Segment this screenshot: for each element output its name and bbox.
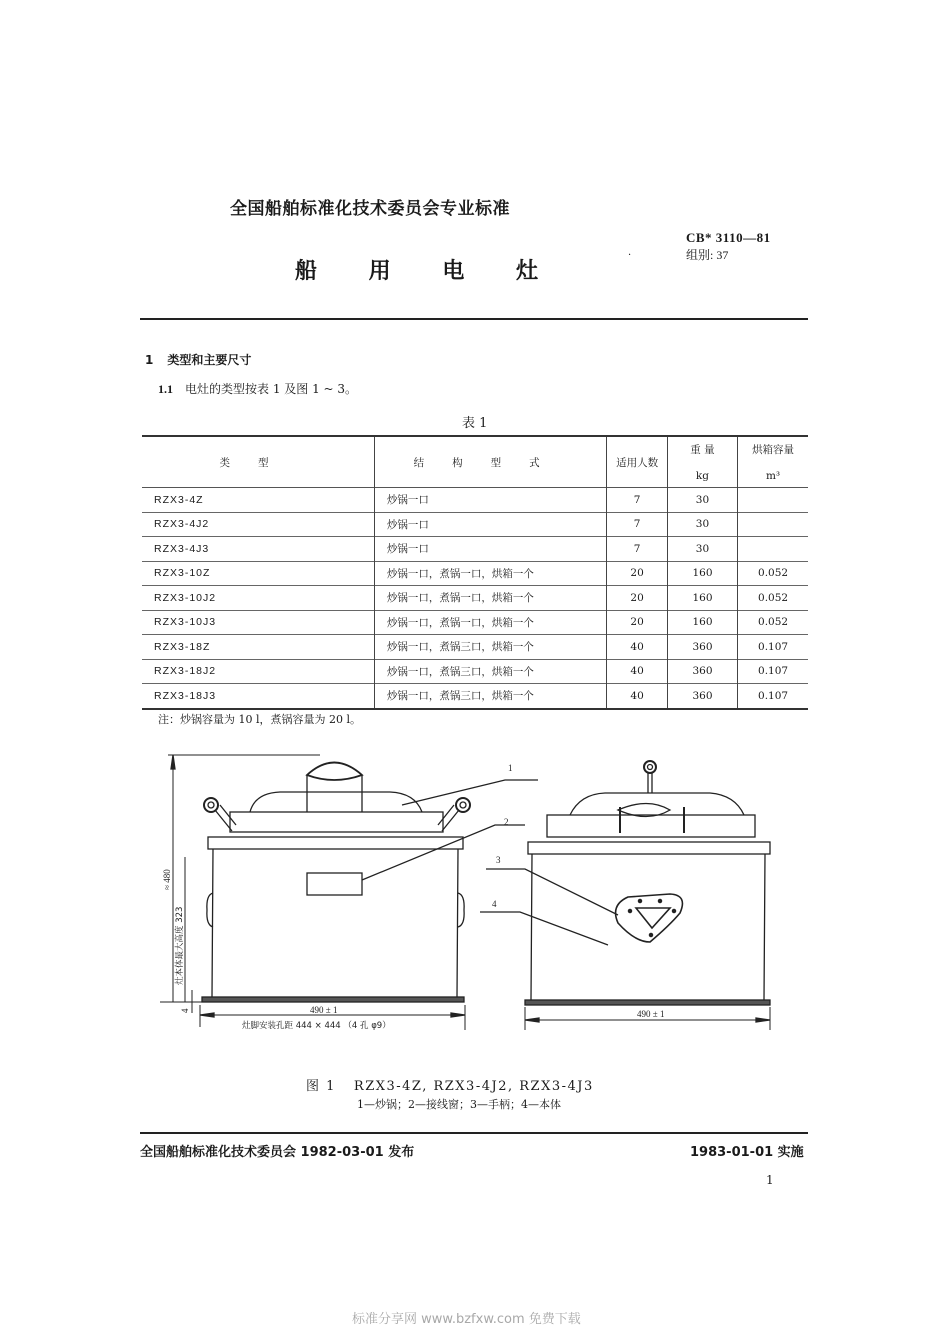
width-dim-right: 490 ± 1 <box>637 1009 665 1019</box>
figure-label: 图 1 <box>306 1079 336 1094</box>
cell-type: RZX3-4Z <box>154 493 204 506</box>
cell-oven: 0.052 <box>738 561 808 586</box>
cell-oven: 0.107 <box>738 659 808 684</box>
section-number: 1 <box>145 353 154 367</box>
table-row <box>142 586 808 611</box>
cell-people: 7 <box>607 488 667 513</box>
side-view <box>480 761 770 1030</box>
standard-code: CB* 3110—81 <box>686 230 771 245</box>
figure-1-drawing <box>140 745 810 1045</box>
header-weight <box>667 436 737 488</box>
stove-types-table <box>142 435 808 710</box>
table-row <box>142 561 808 586</box>
cell-oven <box>738 512 808 537</box>
table-row <box>142 635 808 660</box>
cell-structure: 炒锅一口，煮锅三口，烘箱一个 <box>374 659 606 684</box>
figure-models: RZX3-4Z, RZX3-4J2, RZX3-4J3 <box>353 1079 594 1094</box>
cell-weight: 160 <box>667 586 737 611</box>
cell-structure: 炒锅一口，煮锅一口，烘箱一个 <box>374 561 606 586</box>
standard-group: 组别: 37 <box>686 248 729 262</box>
cell-structure: 炒锅一口，煮锅一口，烘箱一个 <box>374 586 606 611</box>
document-title: 船 用 电 灶 <box>295 259 560 284</box>
cell-type: RZX3-18J2 <box>154 665 217 678</box>
mount-holes-text: 灶脚安装孔距 444 × 444 （4 孔 φ9） <box>242 1021 391 1031</box>
table-row <box>142 512 808 537</box>
issued-date: 全国船舶标准化技术委员会 1982-03-01 发布 <box>140 1145 415 1160</box>
callout-3: 3 <box>496 855 501 865</box>
watermark: 标准分享网 www.bzfxw.com 免费下载 <box>352 1312 581 1327</box>
cell-weight: 360 <box>667 659 737 684</box>
table-caption: 表 1 <box>462 416 488 431</box>
cell-people: 20 <box>607 561 667 586</box>
cell-oven: 0.052 <box>738 610 808 635</box>
weight-unit: kg <box>695 470 710 482</box>
cell-structure: 炒锅一口，煮锅一口，烘箱一个 <box>374 610 606 635</box>
cell-weight: 360 <box>667 635 737 660</box>
body-height-dim: 灶本体最大高度 323 <box>175 906 185 985</box>
callout-1: 1 <box>508 763 513 773</box>
cell-oven: 0.107 <box>738 635 808 660</box>
foot-dim: 4 <box>180 1008 190 1013</box>
subsection-text: 电灶的类型按表 1 及图 1 ~ 3。 <box>185 382 358 396</box>
cell-oven <box>738 537 808 562</box>
cell-people: 7 <box>607 512 667 537</box>
cell-type: RZX3-18J3 <box>154 689 217 702</box>
table-note: 注：炒锅容量为 10 l，煮锅容量为 20 l。 <box>158 713 362 726</box>
table-row <box>142 488 808 513</box>
cell-structure: 炒锅一口 <box>374 537 606 562</box>
weight-label: 重 量 <box>690 444 715 456</box>
figure-caption <box>306 1075 594 1094</box>
cell-structure: 炒锅一口，煮锅三口，烘箱一个 <box>374 635 606 660</box>
header-structure: 结构型式 <box>374 436 606 488</box>
width-dim-left: 490 ± 1 <box>310 1005 338 1015</box>
cell-structure: 炒锅一口 <box>374 512 606 537</box>
footer-divider <box>140 1132 808 1134</box>
table-header-row <box>142 436 808 488</box>
cell-oven: 0.107 <box>738 684 808 709</box>
cell-structure: 炒锅一口 <box>374 488 606 513</box>
total-height-dim: ≈ 480 <box>162 869 172 890</box>
figure-legend: 1—炒锅；2—接线窗；3—手柄；4—本体 <box>357 1098 561 1111</box>
oven-unit: m³ <box>765 470 781 482</box>
callout-2: 2 <box>504 817 509 827</box>
oven-label: 烘箱容量 <box>752 444 795 456</box>
header-oven <box>738 436 808 488</box>
cell-type: RZX3-18Z <box>154 640 211 653</box>
effective-date: 1983-01-01 实施 <box>690 1145 804 1160</box>
cell-type: RZX3-4J2 <box>154 518 210 531</box>
table-row <box>142 537 808 562</box>
subsection <box>158 380 357 397</box>
cell-oven <box>738 488 808 513</box>
section-title: 类型和主要尺寸 <box>167 353 252 367</box>
cell-people: 40 <box>607 635 667 660</box>
table-row <box>142 659 808 684</box>
page-number: 1 <box>766 1173 774 1187</box>
cell-people: 20 <box>607 610 667 635</box>
cell-people: 40 <box>607 684 667 709</box>
header-people: 适用人数 <box>607 436 667 488</box>
section-heading <box>145 351 251 368</box>
callout-4: 4 <box>492 899 497 909</box>
table-row <box>142 610 808 635</box>
cell-type: RZX3-10J2 <box>154 591 217 604</box>
cell-oven: 0.052 <box>738 586 808 611</box>
committee-header: 全国船舶标准化技术委员会专业标准 <box>230 199 510 219</box>
cell-weight: 30 <box>667 512 737 537</box>
table-row <box>142 684 808 709</box>
cell-weight: 360 <box>667 684 737 709</box>
cell-weight: 160 <box>667 610 737 635</box>
cell-weight: 30 <box>667 488 737 513</box>
subsection-number: 1.1 <box>158 382 173 396</box>
header-type: 类型 <box>219 456 297 469</box>
cell-weight: 160 <box>667 561 737 586</box>
front-view <box>160 755 538 1030</box>
cell-people: 7 <box>607 537 667 562</box>
cell-people: 40 <box>607 659 667 684</box>
cell-people: 20 <box>607 586 667 611</box>
cell-type: RZX3-10Z <box>154 567 211 580</box>
cell-type: RZX3-4J3 <box>154 542 210 555</box>
header-divider <box>140 318 808 320</box>
stray-dot: · <box>628 250 632 261</box>
cell-weight: 30 <box>667 537 737 562</box>
cell-structure: 炒锅一口，煮锅三口，烘箱一个 <box>374 684 606 709</box>
cell-type: RZX3-10J3 <box>154 616 217 629</box>
